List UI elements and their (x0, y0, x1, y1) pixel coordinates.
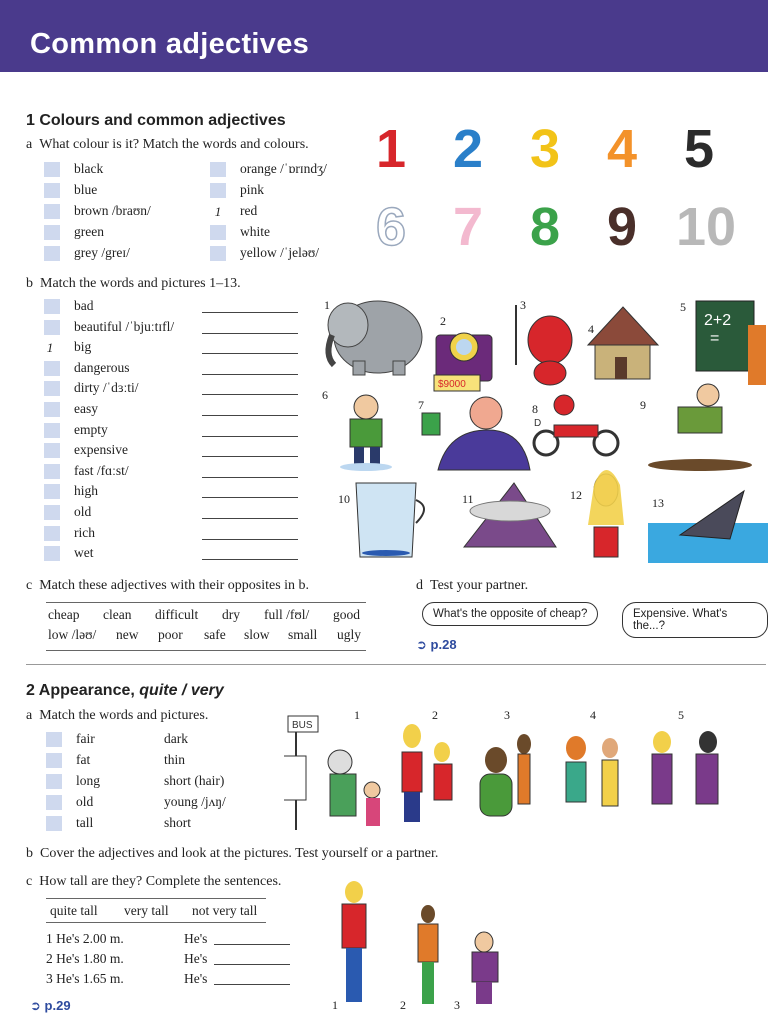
exercise-2a (26, 708, 208, 724)
colour-word: green (74, 224, 104, 239)
colour-word: orange /ˈɒrɪndʒ/ (240, 161, 327, 176)
opposite-word: good (333, 607, 360, 622)
colour-word: grey /greɪ/ (74, 245, 130, 260)
old-woman-figure (328, 750, 380, 826)
appearance-word: long (76, 773, 101, 788)
exercise-1c (26, 578, 309, 594)
answer-box[interactable] (44, 402, 60, 417)
section-1-heading: 1 Colours and common adjectives (26, 112, 286, 129)
shark-picture (648, 491, 768, 563)
picture-number: 12 (570, 488, 582, 502)
colour-word: white (240, 224, 270, 239)
answer-line[interactable] (214, 984, 290, 985)
options-bottom-line (46, 922, 266, 923)
answer-box[interactable] (44, 299, 60, 314)
colour-word: blue (74, 182, 98, 197)
answer-box[interactable] (44, 443, 60, 458)
opposite-word: ugly (337, 627, 362, 642)
adjective-word: big (74, 339, 92, 355)
page-ref: p.29 (44, 998, 71, 1013)
exercise-letter: c (26, 578, 33, 593)
exercise-1b (26, 276, 241, 292)
section-divider (26, 664, 766, 665)
arrow-circle-icon: ➲ (30, 998, 41, 1013)
section-2-heading (26, 682, 224, 700)
page-ref: p.28 (430, 637, 457, 652)
exercise-instruction: Match the words and pictures 1–13. (40, 276, 241, 291)
answer-box[interactable] (44, 464, 60, 479)
adjective-word: rich (74, 524, 95, 540)
exercise-letter: a (26, 137, 33, 152)
colour-word: yellow /ˈjeləʊ/ (240, 245, 320, 260)
bike-letter: D (534, 418, 542, 429)
answer-box[interactable] (46, 732, 62, 747)
speech-bubble-question: What's the opposite of cheap? (422, 602, 598, 626)
page-reference-link[interactable] (416, 637, 457, 653)
answer-line[interactable] (202, 559, 298, 560)
answer-box[interactable] (210, 162, 226, 177)
exercise-letter: a (26, 708, 33, 723)
appearance-word: fair (76, 731, 95, 746)
arrow-circle-icon: ➲ (416, 637, 427, 652)
picture-number: 4 (588, 322, 594, 336)
exercise-1d (416, 578, 528, 594)
answer-box[interactable] (44, 361, 60, 376)
speech-bubble-answer: Expensive. What's the...? (622, 602, 768, 638)
answer-line[interactable] (202, 456, 298, 457)
devil-picture (516, 305, 572, 385)
watch-picture (434, 333, 492, 391)
very-tall-man (342, 881, 366, 1002)
heading-number: 2 (26, 682, 35, 699)
picture-number: 9 (640, 398, 646, 412)
options-top-line (46, 898, 266, 899)
sentence-start: He's (184, 971, 208, 986)
appearance-word: tall (76, 815, 94, 830)
colour-number: 1 (376, 119, 407, 179)
picture-number: 3 (504, 708, 510, 722)
adjective-word: expensive (74, 442, 128, 458)
colour-number: 7 (453, 197, 484, 257)
picture-number: 2 (400, 998, 406, 1012)
opposite-word: cheap (48, 607, 80, 622)
opposite-word: slow (244, 627, 270, 642)
answer-line[interactable] (202, 312, 298, 313)
box-bottom-line (46, 650, 366, 651)
answer-line[interactable] (214, 944, 290, 945)
colour-number: 9 (607, 197, 638, 257)
appearance-word: thin (164, 752, 186, 767)
answer-line[interactable] (202, 353, 298, 354)
colour-word: brown /braʊn/ (74, 203, 151, 218)
answer-line[interactable] (202, 415, 298, 416)
colour-word: black (74, 161, 104, 176)
opposite-word: safe (204, 627, 226, 642)
mountain-picture (464, 483, 556, 547)
exercise-letter: d (416, 578, 423, 593)
empty-glass-picture (356, 483, 424, 557)
picture-number: 5 (678, 708, 684, 722)
colour-number: 6 (376, 197, 407, 257)
picture-number: 10 (338, 492, 350, 506)
opposite-word: dry (222, 607, 240, 622)
answer-box[interactable] (44, 546, 60, 561)
answer-line[interactable] (202, 477, 298, 478)
picture-number: 11 (462, 492, 474, 506)
opposite-word: new (116, 627, 139, 642)
answer-line[interactable] (202, 394, 298, 395)
picture-number: 3 (454, 998, 460, 1012)
blackboard-picture (696, 301, 766, 385)
exercise-2b (26, 846, 438, 862)
picture-number: 2 (432, 708, 438, 722)
answer-line[interactable] (202, 518, 298, 519)
answer-box[interactable] (44, 381, 60, 396)
adjective-word: high (74, 483, 99, 499)
appearance-word: young /jʌŋ/ (164, 794, 226, 809)
adjective-word: dirty /ˈdɜːti/ (74, 380, 139, 396)
dirty-man-picture (648, 384, 752, 471)
exercise-instruction: How tall are they? Complete the sentences. (39, 874, 282, 889)
appearance-word: short (164, 815, 191, 830)
exercise-2c (26, 874, 281, 890)
exercise-letter: c (26, 874, 33, 889)
bus-sign-text: BUS (292, 720, 313, 731)
exercise-instruction: What colour is it? Match the words and colours. (39, 137, 309, 152)
appearance-word: old (76, 794, 94, 809)
picture-number: 1 (332, 998, 338, 1012)
picture-number: 6 (322, 388, 328, 402)
picture-number: 1 (324, 298, 330, 312)
exercise-1a (26, 137, 309, 153)
colour-number: 8 (530, 197, 561, 257)
picture-number: 2 (440, 314, 446, 328)
svg-text:=: = (710, 330, 720, 347)
sentence-text: 3 He's 1.65 m. (46, 971, 124, 986)
adjective-word: wet (74, 545, 94, 561)
answer-box[interactable] (44, 246, 60, 261)
answer-line[interactable] (202, 333, 298, 334)
picture-number: 4 (590, 708, 596, 722)
sentence-text: 2 He's 1.80 m. (46, 951, 124, 966)
answer-value: 1 (214, 204, 222, 219)
colour-word: pink (240, 182, 265, 197)
exercise-instruction: Cover the adjectives and look at the pictures. Test yourself or a partner. (40, 846, 439, 861)
adjective-word: fast /fɑːst/ (74, 462, 129, 478)
wet-man-picture (340, 395, 392, 471)
answer-box[interactable] (44, 225, 60, 240)
colour-number: 2 (453, 119, 484, 179)
picture-number: 13 (652, 496, 664, 510)
exercise-letter: b (26, 276, 33, 291)
answer-box[interactable] (46, 753, 62, 768)
answer-line[interactable] (202, 497, 298, 498)
answer-box[interactable] (44, 423, 60, 438)
answer-box[interactable] (210, 183, 226, 198)
sentence-text: 1 He's 2.00 m. (46, 931, 124, 946)
elephant-picture (328, 301, 422, 375)
adjective-word: bad (74, 298, 94, 313)
answer-line[interactable] (202, 374, 298, 375)
answer-box[interactable] (44, 484, 60, 499)
picture-number: 5 (680, 300, 686, 314)
woman-picture (588, 470, 624, 557)
answer-box[interactable] (210, 225, 226, 240)
exercise-instruction: Test your partner. (430, 578, 529, 593)
answer-box[interactable] (46, 816, 62, 831)
appearance-word: short (hair) (164, 773, 225, 788)
opposite-word: clean (103, 607, 132, 622)
answer-box[interactable] (210, 246, 226, 261)
answer-box[interactable] (44, 204, 60, 219)
opposite-word: difficult (155, 607, 199, 622)
appearance-word: fat (76, 752, 91, 767)
answer-line[interactable] (202, 539, 298, 540)
answer-box[interactable] (44, 183, 60, 198)
fat-and-thin-men (480, 734, 531, 816)
heading-italic: quite / very (139, 682, 224, 699)
answer-box[interactable] (44, 162, 60, 177)
box-top-line (46, 602, 366, 603)
board-text: 2+2 (704, 312, 732, 329)
page-title: Common adjectives (30, 28, 310, 60)
opposite-word: small (288, 627, 318, 642)
not-very-tall-man (472, 932, 498, 1004)
adjective-word: beautiful /ˈbjuːtɪfl/ (74, 318, 175, 334)
answer-box[interactable] (44, 505, 60, 520)
long-hair-women (402, 724, 452, 822)
adjective-word: easy (74, 401, 98, 416)
height-option: quite tall (50, 903, 98, 918)
old-and-young-men (652, 731, 718, 804)
picture-number: 3 (520, 298, 526, 312)
picture-number: 1 (354, 708, 360, 722)
page-reference-link-2[interactable] (30, 998, 71, 1014)
sentence-start: He's (184, 931, 208, 946)
height-option: not very tall (192, 903, 258, 918)
colour-number: 5 (684, 119, 715, 179)
height-pictures (324, 878, 524, 1012)
opposite-word: poor (158, 627, 183, 642)
answer-box[interactable] (46, 774, 62, 789)
exercise-letter: b (26, 846, 33, 861)
picture-number: 7 (418, 398, 424, 412)
rich-man-picture (422, 397, 530, 470)
colour-word: red (240, 203, 258, 218)
colour-number: 4 (607, 119, 638, 179)
answer-line[interactable] (202, 436, 298, 437)
price-tag: $9000 (438, 379, 466, 390)
appearance-pictures (284, 712, 764, 836)
answer-box[interactable] (46, 795, 62, 810)
appearance-word: dark (164, 731, 188, 746)
answer-line[interactable] (214, 964, 290, 965)
colour-number: 10 (676, 197, 737, 257)
short-hair-people (566, 736, 618, 806)
colour-number: 3 (530, 119, 561, 179)
adjective-word: old (74, 504, 92, 519)
adjective-word: empty (74, 421, 108, 437)
answer-box[interactable] (44, 526, 60, 541)
opposite-word: full /fʊl/ (264, 607, 310, 622)
picture-number: 8 (532, 402, 538, 416)
opposite-word: low /ləʊ/ (48, 627, 97, 642)
answer-box[interactable] (44, 320, 60, 335)
answer-value: 1 (46, 340, 54, 356)
pictures-1-13 (318, 295, 768, 567)
sentence-start: He's (184, 951, 208, 966)
motorbike-picture (534, 395, 618, 455)
old-house-picture (588, 307, 658, 379)
exercise-instruction: Match these adjectives with their opposites in b. (39, 578, 310, 593)
bus-stop-sign (284, 716, 318, 830)
heading-text: Appearance, (38, 682, 135, 699)
height-option: very tall (124, 903, 169, 918)
quite-tall-man (418, 905, 438, 1004)
adjective-word: dangerous (74, 359, 130, 375)
exercise-instruction: Match the words and pictures. (39, 708, 209, 723)
